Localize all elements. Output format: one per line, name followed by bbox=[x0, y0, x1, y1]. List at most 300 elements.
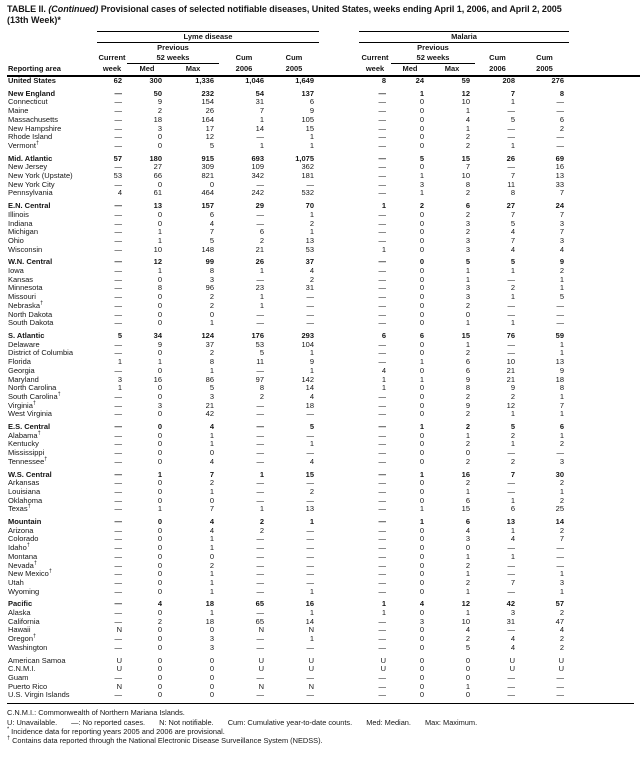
table-row bbox=[7, 163, 640, 172]
column-header-cum-lyme-2006: Cum bbox=[235, 53, 253, 63]
value-cell: 65 bbox=[255, 616, 264, 626]
value-cell: 2 bbox=[209, 300, 214, 310]
value-cell: — bbox=[306, 673, 315, 682]
value-cell: 1 bbox=[209, 586, 214, 596]
value-cell: 1 bbox=[309, 586, 315, 596]
value-cell: 0 bbox=[209, 448, 214, 458]
value-cell: 0 bbox=[419, 209, 425, 219]
value-cell: 0 bbox=[419, 681, 425, 691]
row-end-spacer bbox=[569, 479, 640, 488]
column-gap bbox=[319, 527, 359, 536]
value-cell: — bbox=[306, 448, 315, 458]
table-row bbox=[7, 432, 640, 441]
value-cell: 0 bbox=[209, 551, 214, 561]
value-cell: 9 bbox=[309, 106, 315, 116]
value-cell: 2 bbox=[465, 577, 471, 587]
value-cell: 12 bbox=[506, 400, 516, 410]
value-cell: 4 bbox=[510, 227, 516, 237]
value-cell: — bbox=[507, 132, 516, 142]
row-end-spacer bbox=[569, 458, 640, 467]
row-end-spacer bbox=[569, 189, 640, 198]
value-cell: 4 bbox=[465, 114, 471, 124]
value-cell: 5 bbox=[510, 422, 516, 432]
value-cell: — bbox=[507, 560, 516, 570]
table-row bbox=[7, 228, 640, 237]
value-cell: 0 bbox=[419, 266, 425, 276]
reporting-area-cell: Ohio bbox=[8, 235, 24, 245]
value-cell: 0 bbox=[419, 123, 425, 133]
row-end-spacer bbox=[569, 683, 640, 692]
value-cell: 5 bbox=[559, 292, 565, 302]
column-gap bbox=[319, 458, 359, 467]
column-gap bbox=[319, 211, 359, 220]
value-cell: 25 bbox=[555, 504, 565, 514]
value-cell: — bbox=[114, 504, 122, 514]
value-cell: 109 bbox=[251, 162, 264, 172]
value-cell: 309 bbox=[201, 162, 214, 172]
column-gap bbox=[319, 284, 359, 293]
value-cell: 157 bbox=[201, 201, 214, 211]
value-cell: 5 bbox=[309, 422, 315, 432]
value-cell: 6 bbox=[465, 365, 471, 375]
value-cell: 2 bbox=[209, 478, 214, 488]
value-cell: — bbox=[256, 551, 264, 561]
column-gap bbox=[319, 228, 359, 237]
value-cell: 37 bbox=[305, 257, 315, 267]
value-cell: — bbox=[556, 97, 565, 107]
value-cell: N bbox=[308, 681, 315, 691]
row-end-spacer bbox=[569, 367, 640, 376]
value-cell: 14 bbox=[305, 383, 315, 393]
column-header-week-lyme: week bbox=[97, 64, 127, 77]
value-cell: — bbox=[507, 123, 516, 133]
row-end-spacer bbox=[569, 228, 640, 237]
value-cell: — bbox=[256, 309, 264, 319]
value-cell: 4 bbox=[157, 599, 162, 609]
value-cell: — bbox=[306, 300, 315, 310]
table-row bbox=[7, 276, 640, 285]
value-cell: — bbox=[114, 543, 122, 553]
column-header-med-malaria: Med bbox=[391, 64, 429, 77]
value-cell: 0 bbox=[157, 543, 162, 553]
reporting-area-cell: W.S. Central bbox=[8, 469, 52, 479]
value-cell: 53 bbox=[305, 244, 315, 254]
value-cell: — bbox=[256, 577, 264, 587]
value-cell: 1 bbox=[209, 543, 214, 553]
column-gap bbox=[319, 98, 359, 107]
value-cell: 154 bbox=[201, 97, 214, 107]
column-header-current-malaria: Current bbox=[361, 53, 389, 63]
column-header-previous-lyme: Previous bbox=[157, 43, 189, 52]
value-cell: 0 bbox=[157, 681, 162, 691]
value-cell: 1 bbox=[465, 551, 471, 561]
value-cell: 1 bbox=[510, 439, 516, 449]
row-end-spacer bbox=[569, 86, 640, 99]
value-cell: 6 bbox=[465, 517, 471, 527]
value-cell: 0 bbox=[209, 309, 214, 319]
value-cell: 1 bbox=[157, 266, 162, 276]
value-cell: — bbox=[378, 300, 387, 310]
value-cell: — bbox=[556, 132, 565, 142]
value-cell: — bbox=[114, 123, 122, 133]
value-cell: — bbox=[507, 486, 516, 496]
value-cell: 1,649 bbox=[295, 76, 315, 85]
value-cell: — bbox=[378, 171, 387, 181]
footnote-nedss-text: Contains data reported through the National Electronic Disease Surveillance System (NEDSS). bbox=[12, 736, 323, 746]
value-cell: 2 bbox=[465, 456, 471, 466]
group-header-lyme-disease: Lyme disease bbox=[97, 32, 319, 43]
value-cell: 0 bbox=[419, 577, 425, 587]
table-row bbox=[7, 328, 640, 341]
value-cell: 1 bbox=[559, 486, 565, 496]
table-row bbox=[7, 653, 640, 666]
column-gap bbox=[319, 691, 359, 700]
value-cell: 3 bbox=[209, 634, 214, 644]
column-gap bbox=[319, 393, 359, 402]
value-cell: — bbox=[114, 227, 122, 237]
reporting-area-cell: Kentucky bbox=[8, 439, 39, 449]
reporting-area-cell: Missouri bbox=[8, 292, 36, 302]
column-gap bbox=[319, 579, 359, 588]
value-cell: — bbox=[114, 690, 122, 700]
footnote-provisional-text: Incidence data for reporting years 2005 and 2006 are provisional. bbox=[11, 726, 225, 736]
row-end-spacer bbox=[569, 293, 640, 302]
value-cell: — bbox=[114, 517, 122, 527]
column-gap bbox=[319, 535, 359, 544]
value-cell: 0 bbox=[157, 551, 162, 561]
value-cell: 12 bbox=[461, 599, 471, 609]
reporting-area-cell: American Samoa bbox=[8, 655, 66, 665]
value-cell: 1 bbox=[559, 391, 565, 401]
value-cell: 7 bbox=[510, 171, 516, 181]
value-cell: — bbox=[378, 266, 387, 276]
table-row bbox=[7, 319, 640, 328]
value-cell: — bbox=[378, 642, 387, 652]
value-cell: — bbox=[114, 274, 122, 284]
row-end-spacer bbox=[569, 349, 640, 358]
value-cell: — bbox=[114, 469, 122, 479]
value-cell: 148 bbox=[201, 244, 214, 254]
value-cell: 1 bbox=[510, 525, 516, 535]
value-cell: 4 bbox=[510, 634, 516, 644]
column-gap bbox=[319, 440, 359, 449]
value-cell: 1 bbox=[465, 681, 471, 691]
value-cell: 0 bbox=[419, 309, 425, 319]
reporting-area-cell: Vermont† bbox=[8, 140, 39, 150]
value-cell: 5 bbox=[259, 348, 264, 358]
value-cell: 1 bbox=[559, 348, 565, 358]
value-cell: 66 bbox=[153, 171, 162, 181]
value-cell: — bbox=[114, 300, 122, 310]
value-cell: 1 bbox=[419, 171, 425, 181]
value-cell: 2 bbox=[309, 486, 315, 496]
table-row bbox=[7, 691, 640, 700]
dagger-marker: † bbox=[26, 542, 30, 549]
value-cell: — bbox=[378, 357, 387, 367]
value-cell: 1 bbox=[559, 339, 565, 349]
column-header-current-lyme: Current bbox=[98, 53, 126, 63]
value-cell: U bbox=[308, 664, 315, 674]
value-cell: 1 bbox=[465, 486, 471, 496]
value-cell: — bbox=[378, 577, 387, 587]
value-cell: 1 bbox=[381, 201, 387, 211]
value-cell: 105 bbox=[301, 114, 315, 124]
value-cell: 0 bbox=[465, 448, 471, 458]
value-cell: 14 bbox=[555, 517, 565, 527]
value-cell: 0 bbox=[157, 309, 162, 319]
value-cell: 3 bbox=[559, 218, 565, 228]
value-cell: 1 bbox=[117, 383, 122, 393]
header-gap bbox=[319, 43, 359, 54]
value-cell: — bbox=[378, 551, 387, 561]
value-cell: 3 bbox=[157, 400, 162, 410]
footnote-provisional bbox=[7, 727, 634, 736]
dagger-marker: † bbox=[32, 400, 36, 407]
table-row bbox=[7, 488, 640, 497]
value-cell: — bbox=[114, 209, 122, 219]
header-spacer bbox=[569, 64, 640, 77]
value-cell: 693 bbox=[251, 153, 264, 163]
row-end-spacer bbox=[569, 267, 640, 276]
value-cell: — bbox=[556, 551, 565, 561]
value-cell: 3 bbox=[209, 642, 214, 652]
value-cell: 1 bbox=[309, 140, 315, 150]
value-cell: U bbox=[116, 655, 122, 665]
value-cell: — bbox=[306, 478, 315, 488]
table-row bbox=[7, 376, 640, 385]
header-gap bbox=[319, 53, 359, 64]
value-cell: 1,075 bbox=[295, 153, 315, 163]
row-end-spacer bbox=[569, 133, 640, 142]
reporting-area-cell: Indiana bbox=[8, 218, 33, 228]
value-cell: 0 bbox=[157, 439, 162, 449]
value-cell: — bbox=[114, 162, 122, 172]
footnote-nedss bbox=[7, 736, 634, 745]
value-cell: — bbox=[114, 409, 122, 419]
legend-max: Max: Maximum. bbox=[424, 717, 478, 727]
value-cell: 8 bbox=[381, 76, 387, 85]
value-cell: 2 bbox=[465, 391, 471, 401]
value-cell: 1 bbox=[419, 517, 425, 527]
header-spacer bbox=[97, 43, 127, 54]
value-cell: 27 bbox=[153, 162, 162, 172]
legend-cum: Cum: Cumulative year-to-date counts. bbox=[227, 717, 353, 727]
column-gap bbox=[319, 246, 359, 255]
dagger-marker: † bbox=[33, 633, 37, 640]
value-cell: 30 bbox=[555, 469, 565, 479]
reporting-area-cell: New Jersey bbox=[8, 162, 48, 172]
row-end-spacer bbox=[569, 393, 640, 402]
value-cell: 2 bbox=[559, 495, 565, 505]
value-cell: 1 bbox=[465, 430, 471, 440]
row-end-spacer bbox=[569, 535, 640, 544]
value-cell: 2 bbox=[157, 616, 162, 626]
column-gap bbox=[319, 432, 359, 441]
value-cell: 5 bbox=[510, 114, 516, 124]
value-cell: — bbox=[256, 209, 264, 219]
reporting-area-cell: Nebraska† bbox=[8, 300, 44, 310]
value-cell: — bbox=[114, 642, 122, 652]
value-cell: 4 bbox=[209, 422, 214, 432]
value-cell: 0 bbox=[419, 634, 425, 644]
value-cell: 1 bbox=[381, 599, 387, 609]
value-cell: 0 bbox=[157, 140, 162, 150]
row-end-spacer bbox=[569, 76, 640, 86]
value-cell: — bbox=[507, 673, 516, 682]
column-gap bbox=[319, 181, 359, 190]
column-gap bbox=[319, 635, 359, 644]
value-cell: — bbox=[378, 309, 387, 319]
row-end-spacer bbox=[569, 618, 640, 627]
value-cell: 15 bbox=[305, 469, 315, 479]
value-cell: 18 bbox=[305, 400, 315, 410]
value-cell: 0 bbox=[209, 690, 214, 700]
reporting-area-cell: Iowa bbox=[8, 266, 24, 276]
value-cell: — bbox=[378, 140, 387, 150]
value-cell: 2 bbox=[465, 132, 471, 142]
table-row bbox=[7, 514, 640, 527]
value-cell: — bbox=[507, 690, 516, 700]
value-cell: 1 bbox=[465, 569, 471, 579]
value-cell: 5 bbox=[465, 257, 471, 267]
value-cell: 0 bbox=[419, 97, 425, 107]
value-cell: 181 bbox=[301, 171, 315, 181]
row-end-spacer bbox=[569, 609, 640, 618]
value-cell: — bbox=[256, 486, 264, 496]
value-cell: 7 bbox=[559, 209, 565, 219]
value-cell: 12 bbox=[153, 257, 162, 267]
row-end-spacer bbox=[569, 505, 640, 514]
value-cell: — bbox=[507, 162, 516, 172]
value-cell: 8 bbox=[465, 179, 471, 189]
reporting-area-cell: Pacific bbox=[8, 599, 33, 609]
value-cell: 17 bbox=[205, 123, 214, 133]
value-cell: 2 bbox=[465, 140, 471, 150]
value-cell: — bbox=[256, 400, 264, 410]
value-cell: 24 bbox=[555, 201, 565, 211]
value-cell: — bbox=[378, 478, 387, 488]
value-cell: 69 bbox=[555, 153, 565, 163]
table-row bbox=[7, 609, 640, 618]
row-end-spacer bbox=[569, 553, 640, 562]
value-cell: 0 bbox=[157, 348, 162, 358]
value-cell: 1 bbox=[559, 569, 565, 579]
value-cell: 57 bbox=[113, 153, 122, 163]
column-gap bbox=[319, 553, 359, 562]
group-header-malaria: Malaria bbox=[359, 32, 569, 43]
value-cell: 0 bbox=[419, 486, 425, 496]
value-cell: 2 bbox=[559, 608, 565, 618]
table-row bbox=[7, 588, 640, 597]
value-cell: 0 bbox=[419, 391, 425, 401]
table-row bbox=[7, 246, 640, 255]
value-cell: — bbox=[378, 525, 387, 535]
reporting-area-cell: C.N.M.I. bbox=[8, 664, 36, 674]
value-cell: — bbox=[306, 577, 315, 587]
column-gap bbox=[319, 544, 359, 553]
table-row bbox=[7, 302, 640, 311]
value-cell: 1 bbox=[309, 348, 315, 358]
value-cell: 2 bbox=[559, 634, 565, 644]
column-gap bbox=[319, 479, 359, 488]
row-end-spacer bbox=[569, 211, 640, 220]
value-cell: 1 bbox=[117, 357, 122, 367]
value-cell: 34 bbox=[153, 330, 162, 340]
value-cell: 3 bbox=[419, 616, 425, 626]
value-cell: 1 bbox=[559, 274, 565, 284]
reporting-area-cell: Virginia† bbox=[8, 400, 36, 410]
value-cell: — bbox=[378, 690, 387, 700]
value-cell: 124 bbox=[201, 330, 214, 340]
reporting-area-cell: California bbox=[8, 616, 40, 626]
reporting-area-cell: Maine bbox=[8, 106, 29, 116]
value-cell: U bbox=[308, 655, 315, 665]
column-gap bbox=[319, 125, 359, 134]
value-cell: — bbox=[556, 318, 565, 328]
value-cell: 2 bbox=[465, 300, 471, 310]
value-cell: 9 bbox=[157, 97, 162, 107]
value-cell: 7 bbox=[465, 162, 471, 172]
value-cell: 53 bbox=[255, 339, 264, 349]
value-cell: 0 bbox=[157, 534, 162, 544]
column-gap bbox=[319, 588, 359, 597]
value-cell: 7 bbox=[510, 88, 516, 98]
column-gap bbox=[319, 683, 359, 692]
reporting-area-cell: Illinois bbox=[8, 209, 29, 219]
value-cell: 7 bbox=[510, 235, 516, 245]
value-cell: — bbox=[378, 391, 387, 401]
value-cell: 1 bbox=[309, 439, 315, 449]
value-cell: — bbox=[378, 153, 387, 163]
value-cell: — bbox=[507, 448, 516, 458]
value-cell: 4 bbox=[209, 525, 214, 535]
value-cell: 96 bbox=[205, 283, 214, 293]
reporting-area-cell: Georgia bbox=[8, 365, 35, 375]
value-cell: 2 bbox=[209, 560, 214, 570]
value-cell: — bbox=[378, 517, 387, 527]
value-cell: — bbox=[378, 179, 387, 189]
row-end-spacer bbox=[569, 674, 640, 683]
value-cell: 5 bbox=[419, 153, 425, 163]
value-cell: 3 bbox=[465, 244, 471, 254]
value-cell: 5 bbox=[209, 383, 214, 393]
reporting-area-cell: New York (Upstate) bbox=[8, 171, 73, 181]
value-cell: 97 bbox=[255, 374, 264, 384]
column-gap bbox=[319, 653, 359, 666]
header-spacer bbox=[520, 43, 569, 54]
value-cell: — bbox=[114, 235, 122, 245]
column-gap bbox=[319, 328, 359, 341]
value-cell: — bbox=[378, 235, 387, 245]
value-cell: — bbox=[556, 690, 565, 700]
value-cell: 0 bbox=[157, 456, 162, 466]
value-cell: — bbox=[306, 525, 315, 535]
value-cell: 0 bbox=[209, 664, 214, 674]
value-cell: — bbox=[378, 88, 387, 98]
value-cell: U bbox=[509, 664, 516, 674]
value-cell: 11 bbox=[256, 357, 264, 367]
table-row bbox=[7, 107, 640, 116]
value-cell: 7 bbox=[559, 534, 565, 544]
value-cell: — bbox=[556, 106, 565, 116]
table-row bbox=[7, 125, 640, 134]
value-cell: 13 bbox=[555, 357, 565, 367]
value-cell: 3 bbox=[209, 391, 214, 401]
reporting-area-cell: Maryland bbox=[8, 374, 39, 384]
value-cell: 0 bbox=[157, 664, 162, 674]
value-cell: 1 bbox=[465, 608, 471, 618]
reporting-area-cell: Kansas bbox=[8, 274, 34, 284]
